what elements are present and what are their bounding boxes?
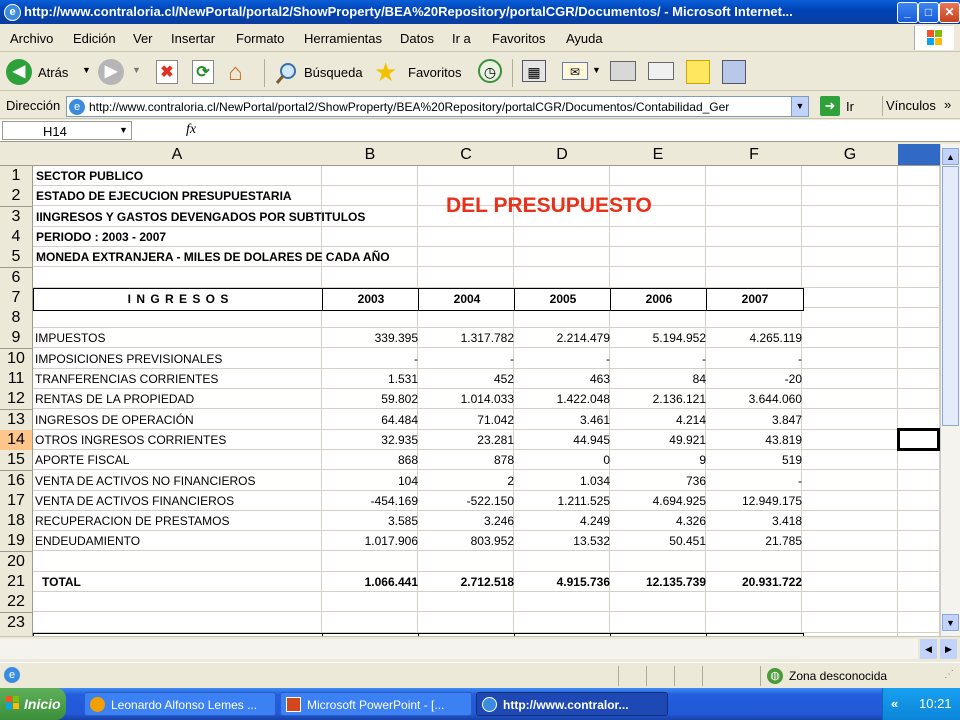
toolbar-separator <box>882 96 883 116</box>
menu-datos[interactable]: Datos <box>400 31 434 46</box>
overlay-title: DEL PRESUPUESTO <box>446 194 652 217</box>
row-header[interactable]: 14 <box>0 430 33 451</box>
address-dropdown-icon[interactable]: ▼ <box>791 97 808 116</box>
row-header[interactable]: 23 <box>0 613 33 634</box>
row-header[interactable]: 9 <box>0 328 33 349</box>
row-header[interactable]: 19 <box>0 531 33 552</box>
messenger-button[interactable] <box>720 57 750 87</box>
row-header[interactable]: 2 <box>0 186 33 207</box>
globe-icon: ◍ <box>767 668 783 684</box>
row-header[interactable]: 20 <box>0 552 33 573</box>
menu-insertar[interactable]: Insertar <box>171 31 216 46</box>
table-cell[interactable]: 463 <box>589 372 610 386</box>
table-cell[interactable]: - <box>414 352 418 366</box>
favorites-label: Favoritos <box>408 65 462 80</box>
spreadsheet-grid <box>0 144 940 636</box>
search-icon <box>274 60 300 86</box>
ie-task-icon <box>482 697 497 712</box>
table-cell[interactable]: 4.214 <box>675 413 706 427</box>
scroll-right-icon[interactable]: ▶ <box>940 639 957 659</box>
year-header: 2003 <box>322 288 420 311</box>
sheet-tabs-bar <box>0 636 960 662</box>
forward-arrow-icon: ▶ <box>98 59 124 85</box>
taskbar-item-powerpoint[interactable] <box>280 692 472 716</box>
system-tray <box>882 688 960 720</box>
status-divider <box>646 666 647 686</box>
menu-bar <box>0 24 960 52</box>
home-button[interactable] <box>226 57 256 87</box>
table-cell[interactable]: 339.395 <box>374 331 418 345</box>
table-cell[interactable]: - <box>798 352 802 366</box>
name-box-dropdown-icon[interactable]: ▼ <box>119 125 128 135</box>
table-cell[interactable]: 1.014.033 <box>460 392 514 406</box>
ie-logo-icon: e <box>4 4 21 21</box>
window-title-bar <box>0 0 960 24</box>
table-cell[interactable]: 9 <box>699 453 706 467</box>
task-label: Leonardo Alfonso Lemes ... <box>111 698 258 712</box>
table-cell[interactable]: - <box>798 474 802 488</box>
column-header[interactable]: A <box>32 144 323 166</box>
table-cell[interactable]: 5.194.952 <box>652 331 706 345</box>
toolbar <box>0 53 960 91</box>
page-status-icon: e <box>4 667 20 683</box>
row-header[interactable]: 22 <box>0 592 33 613</box>
table-cell[interactable]: 71.042 <box>477 413 514 427</box>
table-cell[interactable]: 104 <box>397 474 418 488</box>
maximize-button[interactable]: □ <box>918 2 939 23</box>
notes-icon <box>686 60 710 84</box>
row-header[interactable]: 6 <box>0 268 33 289</box>
table-cell[interactable]: 43.819 <box>765 433 802 447</box>
table-cell[interactable]: 64.484 <box>381 413 418 427</box>
table-cell[interactable]: -522.150 <box>466 494 514 508</box>
table-cell[interactable]: 3.585 <box>387 514 418 528</box>
table-cell[interactable]: 452 <box>493 372 514 386</box>
header-line: PERIODO : 2003 - 2007 <box>36 230 167 244</box>
messenger-task-icon <box>90 697 105 712</box>
home-icon: ⌂ <box>228 59 243 86</box>
status-divider <box>618 666 619 686</box>
table-cell[interactable]: - <box>510 352 514 366</box>
header-line: IINGRESOS Y GASTOS DEVENGADOS POR SUBTITULOS <box>36 210 366 224</box>
table-cell[interactable]: - <box>606 352 610 366</box>
row-label: IMPOSICIONES PREVISIONALES <box>35 352 223 366</box>
row-header[interactable]: 12 <box>0 389 33 410</box>
column-header[interactable]: B <box>322 144 419 166</box>
stop-icon: ✖ <box>156 60 178 84</box>
row-label: IMPUESTOS <box>35 331 106 345</box>
row-header[interactable]: 5 <box>0 247 33 268</box>
go-button[interactable] <box>818 94 882 118</box>
scroll-left-icon[interactable]: ◀ <box>920 639 937 659</box>
print-icon <box>610 61 636 81</box>
status-divider <box>702 666 703 686</box>
table-cell[interactable]: 0 <box>603 453 610 467</box>
table-cell[interactable]: -20 <box>784 372 802 386</box>
powerpoint-task-icon <box>286 697 301 712</box>
row-header[interactable]: 17 <box>0 491 33 512</box>
row-label: INGRESOS DE OPERACIÓN <box>35 413 194 427</box>
ingresos-header: I N G R E S O S <box>33 288 324 311</box>
windows-logo-icon <box>914 26 954 50</box>
go-label: Ir <box>846 99 854 114</box>
toolbar-separator <box>264 59 265 87</box>
back-arrow-icon: ◀ <box>6 59 32 85</box>
task-label: http://www.contralor... <box>503 698 629 712</box>
links-chevron-icon[interactable]: » <box>944 97 952 112</box>
cell-reference: H14 <box>43 124 67 139</box>
name-box[interactable] <box>2 121 132 140</box>
column-header[interactable]: F <box>706 144 803 166</box>
mail-icon: ✉ <box>562 62 588 80</box>
column-header[interactable]: C <box>418 144 515 166</box>
table-cell[interactable]: 878 <box>493 453 514 467</box>
table-cell[interactable]: 519 <box>781 453 802 467</box>
address-url: http://www.contraloria.cl/NewPortal/portal2/ShowProperty/BEA%20Repository/portalCGR/Documentos/Contabilidad_Ger <box>89 100 730 114</box>
total-label: TOTAL <box>42 575 81 589</box>
column-header[interactable]: G <box>802 144 899 166</box>
mail-button[interactable] <box>560 57 604 87</box>
back-label: Atrás <box>38 65 69 80</box>
favorites-star-icon: ★ <box>374 57 398 87</box>
row-label: TRANFERENCIAS CORRIENTES <box>35 372 219 386</box>
total-cell[interactable]: 4.915.736 <box>556 575 610 589</box>
table-cell[interactable]: 50.451 <box>669 534 706 548</box>
row-label: ENDEUDAMIENTO <box>35 534 141 548</box>
research-button[interactable] <box>520 57 550 87</box>
task-label: Microsoft PowerPoint - [... <box>307 698 445 712</box>
row-header[interactable]: 4 <box>0 227 33 248</box>
clock: 10:21 <box>919 696 952 711</box>
history-button[interactable] <box>476 57 506 87</box>
toolbar-separator <box>512 59 513 87</box>
year-header: 2007 <box>706 288 804 311</box>
refresh-icon: ⟳ <box>192 60 214 84</box>
menu-archivo[interactable]: Archivo <box>10 31 54 46</box>
row-header[interactable]: 18 <box>0 511 33 532</box>
scroll-up-icon[interactable]: ▲ <box>942 148 959 165</box>
address-label: Dirección <box>6 98 61 113</box>
table-cell[interactable]: 1.034 <box>579 474 610 488</box>
row-header[interactable]: 3 <box>0 207 33 228</box>
menu-formato[interactable]: Formato <box>236 31 285 46</box>
table-cell[interactable]: -454.169 <box>370 494 418 508</box>
table-cell[interactable]: 3.418 <box>771 514 802 528</box>
table-cell[interactable]: 84 <box>692 372 706 386</box>
row-header[interactable]: 21 <box>0 572 33 593</box>
scroll-down-icon[interactable]: ▼ <box>942 614 959 631</box>
links-label[interactable]: Vínculos <box>886 98 936 113</box>
header-line: SECTOR PUBLICO <box>36 169 144 183</box>
total-cell[interactable]: 20.931.722 <box>741 575 802 589</box>
edit-button[interactable] <box>646 57 676 87</box>
fx-icon[interactable]: fx <box>186 122 197 137</box>
row-label: APORTE FISCAL <box>35 453 130 467</box>
year-header: 2004 <box>418 288 516 311</box>
table-cell[interactable]: 4.694.925 <box>652 494 706 508</box>
start-button[interactable] <box>0 688 66 720</box>
page-icon: e <box>69 99 85 115</box>
table-cell[interactable]: 49.921 <box>669 433 706 447</box>
notes-button[interactable] <box>684 57 714 87</box>
print-button[interactable] <box>608 57 638 87</box>
table-cell[interactable]: 23.281 <box>477 433 514 447</box>
address-input[interactable] <box>66 96 809 117</box>
research-icon: ▦ <box>522 60 546 82</box>
vertical-scrollbar[interactable] <box>940 144 960 636</box>
total-cell[interactable]: 2.712.518 <box>460 575 514 589</box>
row-label: OTROS INGRESOS CORRIENTES <box>35 433 227 447</box>
scroll-thumb[interactable] <box>942 166 959 426</box>
edit-icon <box>648 62 674 80</box>
year-header: 2006 <box>610 288 708 311</box>
table-cell[interactable]: 1.531 <box>387 372 418 386</box>
windows-flag-icon <box>6 696 20 710</box>
taskbar-item-messenger[interactable] <box>84 692 276 716</box>
row-header[interactable]: 11 <box>0 369 33 390</box>
header-line: ESTADO DE EJECUCION PRESUPUESTARIA <box>36 189 292 203</box>
grid-line <box>32 611 940 612</box>
table-cell[interactable]: 44.945 <box>573 433 610 447</box>
active-cell-h14[interactable] <box>897 428 940 451</box>
row-label: VENTA DE ACTIVOS NO FINANCIEROS <box>35 474 256 488</box>
menu-ver[interactable]: Ver <box>133 31 153 46</box>
select-all-corner[interactable] <box>0 144 33 166</box>
table-cell[interactable]: 32.935 <box>381 433 418 447</box>
table-cell[interactable]: 803.952 <box>470 534 514 548</box>
menu-edicion[interactable]: Edición <box>73 31 116 46</box>
table-cell[interactable]: 2.136.121 <box>652 392 706 406</box>
start-label: Inicio <box>24 696 61 712</box>
search-label: Búsqueda <box>304 65 363 80</box>
row-label: RECUPERACION DE PRESTAMOS <box>35 514 230 528</box>
row-header[interactable]: 13 <box>0 410 33 431</box>
menu-ir-a[interactable]: Ir a <box>452 31 471 46</box>
table-cell[interactable]: 1.317.782 <box>460 331 514 345</box>
table-cell[interactable]: 2.214.479 <box>556 331 610 345</box>
status-divider <box>674 666 675 686</box>
table-cell[interactable]: - <box>702 352 706 366</box>
close-button[interactable]: ✕ <box>939 2 960 23</box>
total-cell[interactable]: 1.066.441 <box>364 575 418 589</box>
table-cell[interactable]: 21.785 <box>765 534 802 548</box>
taskbar-item-ie-active[interactable] <box>476 692 668 716</box>
resize-grip-icon[interactable]: ⋰ <box>944 669 954 680</box>
security-zone: Zona desconocida <box>789 669 888 683</box>
table-cell[interactable]: 4.265.119 <box>749 331 802 345</box>
minimize-button[interactable]: _ <box>897 2 918 23</box>
year-header: 2005 <box>514 288 612 311</box>
horizontal-scrollbar[interactable] <box>0 639 918 659</box>
forward-button[interactable] <box>98 57 144 87</box>
column-header[interactable]: E <box>610 144 707 166</box>
total-cell[interactable]: 12.135.739 <box>645 575 706 589</box>
dropdown-arrow-icon: ▼ <box>592 65 601 75</box>
messenger-icon <box>722 60 746 84</box>
dropdown-arrow-icon: ▼ <box>132 65 141 75</box>
favorites-button[interactable] <box>374 57 468 87</box>
stop-button[interactable] <box>154 57 182 87</box>
table-cell[interactable]: 1.422.048 <box>556 392 610 406</box>
refresh-button[interactable] <box>190 57 218 87</box>
row-header[interactable]: 8 <box>0 308 33 329</box>
row-header[interactable]: 10 <box>0 349 33 370</box>
column-header-h[interactable] <box>898 144 941 166</box>
search-button[interactable] <box>272 57 368 87</box>
row-header[interactable]: 16 <box>0 471 33 492</box>
table-cell[interactable]: 2 <box>507 474 514 488</box>
window-title: http://www.contraloria.cl/NewPortal/portal2/ShowProperty/BEA%20Repository/portalCGR/Documentos/ - Microsoft Internet... <box>24 4 793 19</box>
table-cell[interactable]: 1.017.906 <box>364 534 418 548</box>
status-bar <box>0 662 960 688</box>
dropdown-arrow-icon: ▼ <box>82 65 91 75</box>
table-cell[interactable]: 3.847 <box>771 413 802 427</box>
table-cell[interactable]: 4.249 <box>579 514 610 528</box>
table-cell[interactable]: 1.211.525 <box>557 494 610 508</box>
formula-input[interactable] <box>204 121 940 140</box>
table-cell[interactable]: 12.949.175 <box>741 494 802 508</box>
row-header[interactable]: 7 <box>0 288 33 309</box>
row-header[interactable]: 1 <box>0 166 33 187</box>
row-label: RENTAS DE LA PROPIEDAD <box>35 392 195 406</box>
table-cell[interactable]: 3.461 <box>579 413 610 427</box>
history-icon: ◷ <box>478 59 502 83</box>
row-header[interactable]: 15 <box>0 450 33 471</box>
row-label: VENTA DE ACTIVOS FINANCIEROS <box>35 494 235 508</box>
menu-favoritos[interactable]: Favoritos <box>492 31 546 46</box>
grid-line <box>897 165 898 645</box>
table-cell[interactable]: 4.326 <box>675 514 706 528</box>
menu-ayuda[interactable]: Ayuda <box>566 31 603 46</box>
go-arrow-icon: ➜ <box>820 96 840 116</box>
table-cell[interactable]: 736 <box>685 474 706 488</box>
header-line: MONEDA EXTRANJERA - MILES DE DOLARES DE CADA AÑO <box>36 250 390 264</box>
status-divider <box>760 666 761 686</box>
column-header[interactable]: D <box>514 144 611 166</box>
table-cell[interactable]: 13.532 <box>573 534 610 548</box>
table-cell[interactable]: 59.802 <box>381 392 418 406</box>
tray-expand-icon[interactable]: « <box>891 696 899 711</box>
menu-herramientas[interactable]: Herramientas <box>304 31 383 46</box>
back-button[interactable] <box>4 57 94 87</box>
table-cell[interactable]: 868 <box>397 453 418 467</box>
table-cell[interactable]: 3.644.060 <box>748 392 802 406</box>
table-cell[interactable]: 3.246 <box>483 514 514 528</box>
